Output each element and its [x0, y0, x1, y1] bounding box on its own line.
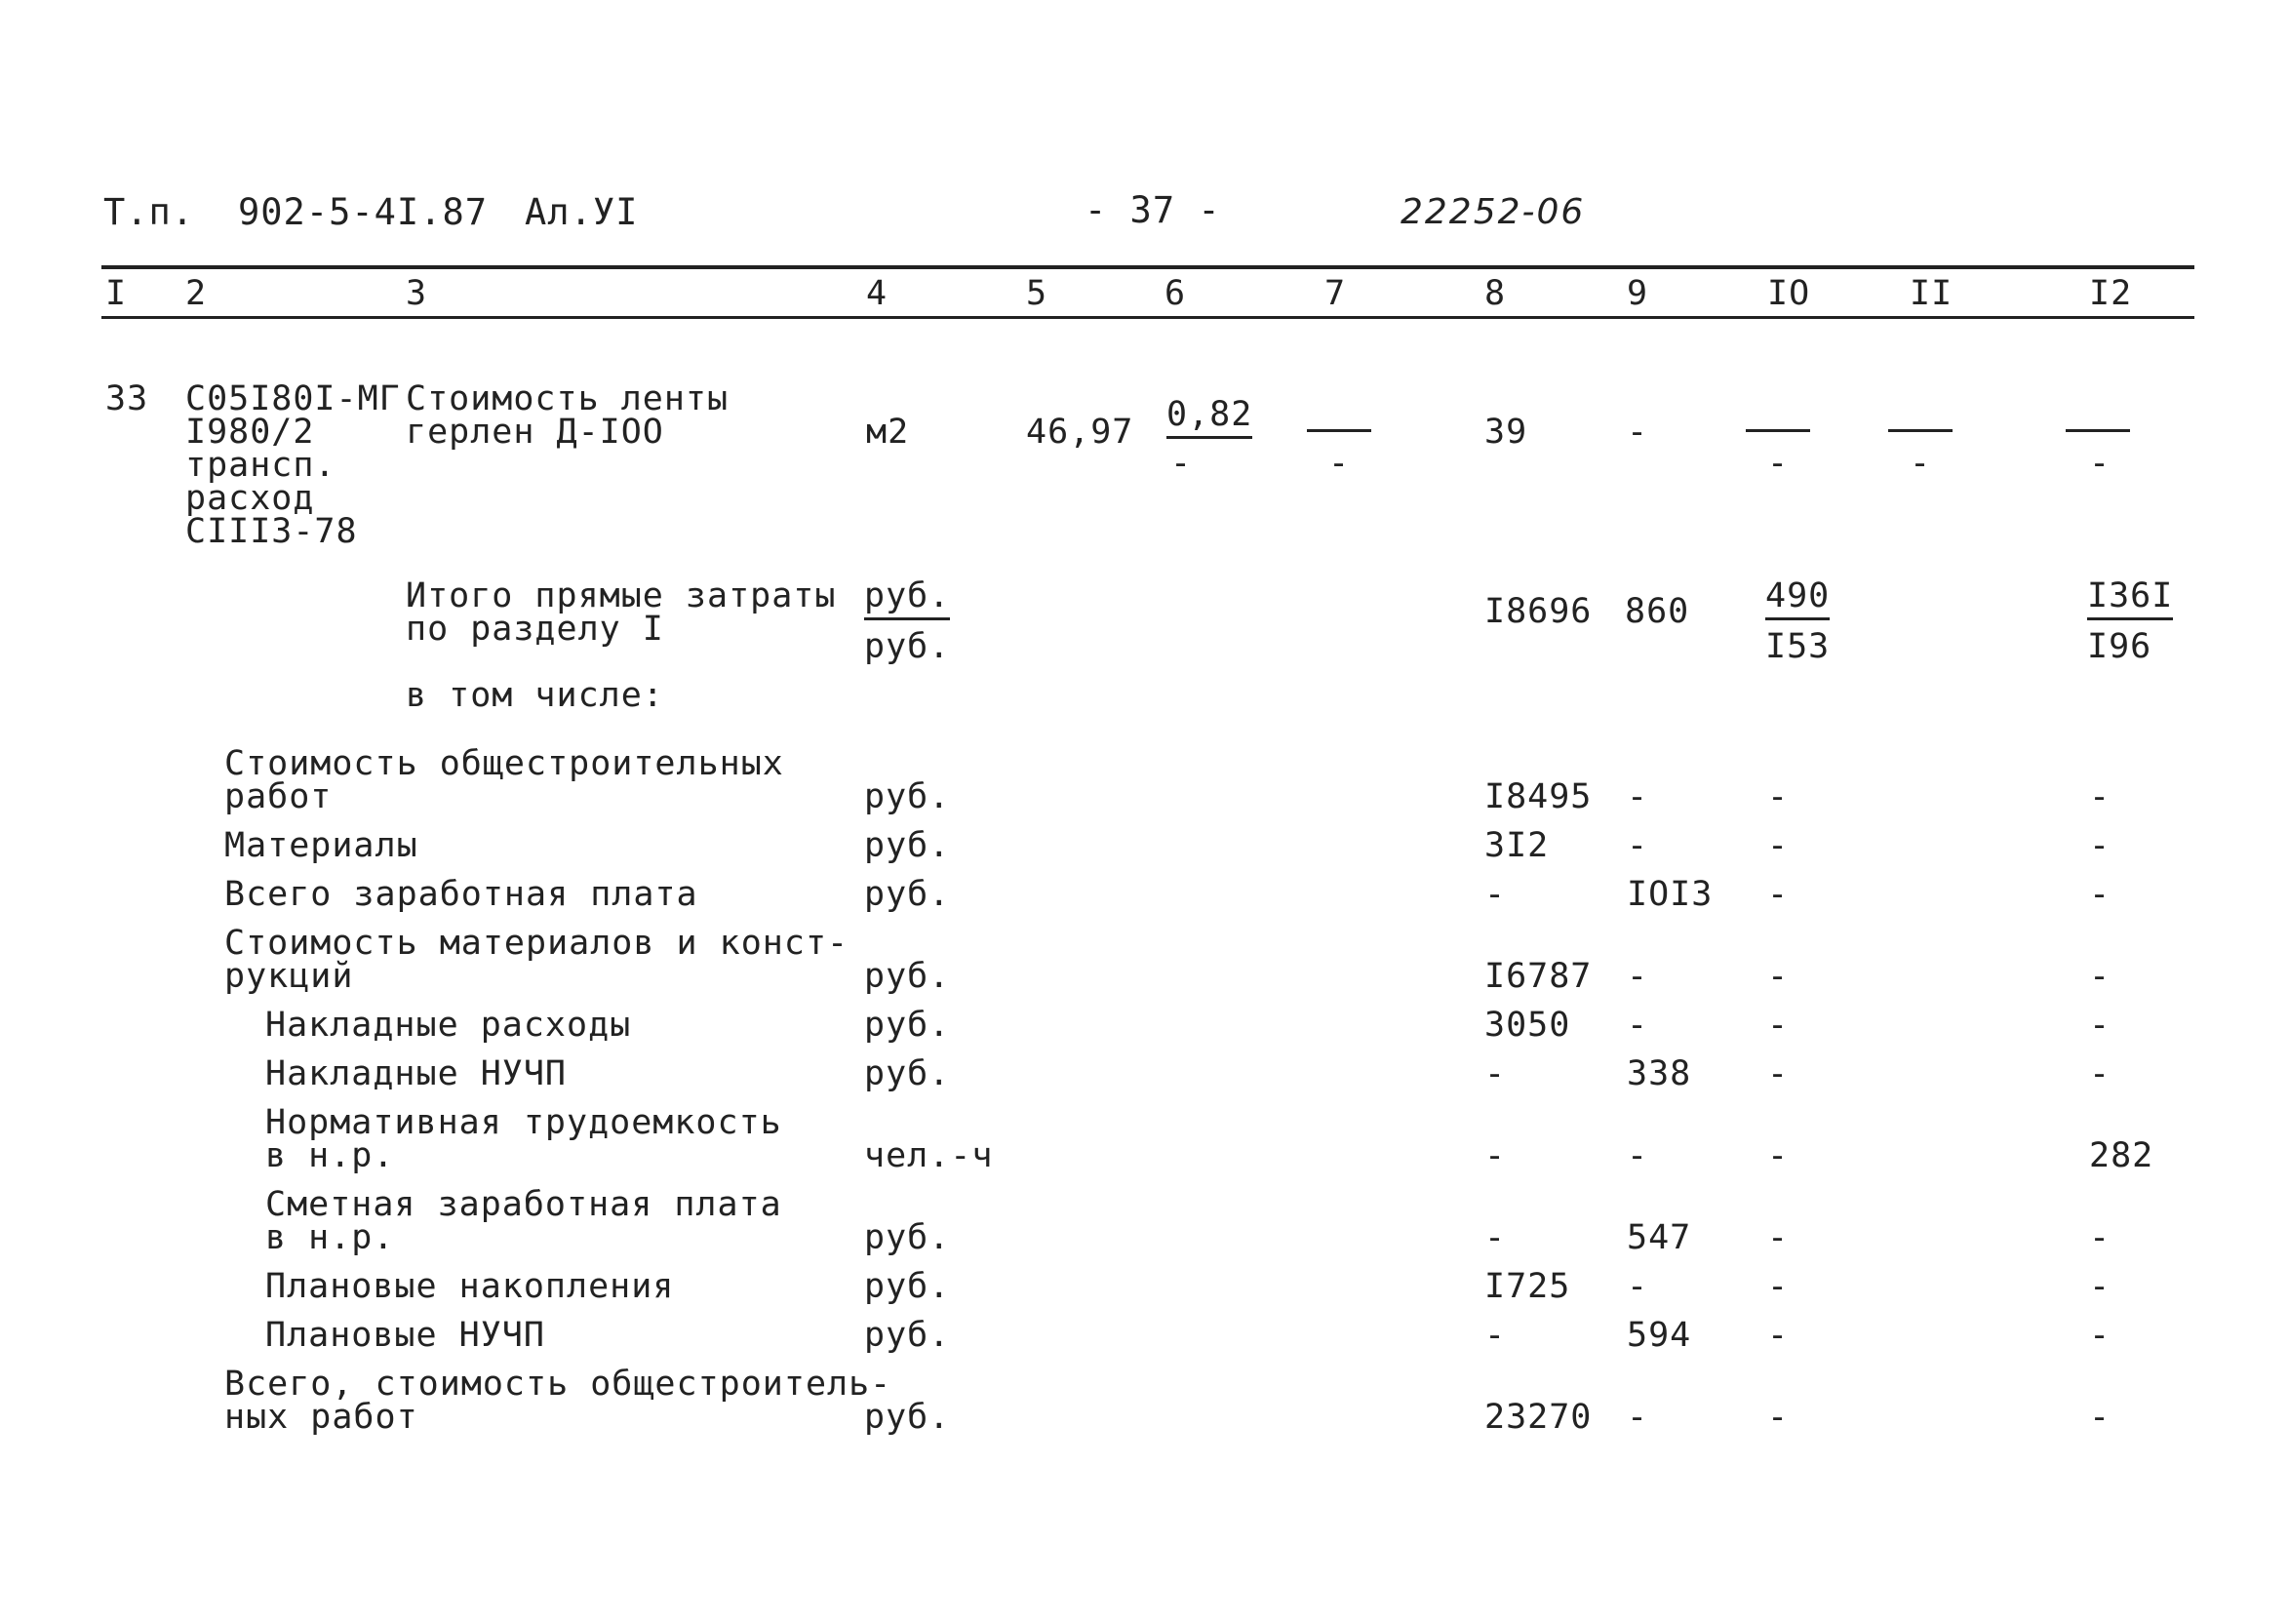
- total-col8: I8696: [1484, 592, 1593, 631]
- item-col8-value: 39: [1484, 413, 1528, 452]
- item-name: Стоимость ленты герлен Д-IOO: [406, 379, 730, 452]
- column-number: 6: [1164, 274, 1187, 313]
- row-col10: -: [1767, 826, 1790, 865]
- total-unit-top: руб.: [864, 579, 950, 614]
- column-number: I: [105, 274, 128, 313]
- row-unit: руб.: [864, 1054, 951, 1093]
- row-label: Всего, стоимость общестроитель- ных работ: [224, 1365, 892, 1437]
- project-number: 902-5-4I.87: [238, 191, 489, 233]
- total-label: Итого прямые затраты по разделу I: [406, 576, 837, 649]
- row-col9: 594: [1627, 1316, 1692, 1355]
- row-col12: -: [2089, 826, 2111, 865]
- row-col9: -: [1627, 826, 1649, 865]
- item-col11-fraction-line: [1888, 429, 1953, 432]
- row-col9: -: [1627, 1267, 1649, 1306]
- row-label: Накладные НУЧП: [265, 1054, 568, 1093]
- row-label: Материалы: [224, 826, 418, 865]
- column-number: I2: [2089, 274, 2133, 313]
- row-col10: -: [1767, 957, 1790, 996]
- row-col10: -: [1767, 1267, 1790, 1306]
- row-col8: 3I2: [1484, 826, 1550, 865]
- row-unit: руб.: [864, 777, 951, 816]
- row-col10: -: [1767, 1006, 1790, 1045]
- row-col12: -: [2089, 1267, 2111, 1306]
- row-col12: -: [2089, 1054, 2111, 1093]
- row-label: Плановые НУЧП: [265, 1316, 545, 1355]
- item-col6-fraction-bottom: -: [1170, 444, 1193, 483]
- page-number: - 37 -: [1085, 189, 1221, 231]
- total-col12-top: I36I: [2087, 579, 2173, 614]
- row-col12: 282: [2089, 1136, 2154, 1175]
- row-col12: -: [2089, 957, 2111, 996]
- row-col8: I6787: [1484, 957, 1593, 996]
- row-unit: руб.: [864, 875, 951, 914]
- row-label: Стоимость общестроительных работ: [224, 744, 784, 816]
- item-col9-value: -: [1627, 413, 1649, 452]
- row-col8: I8495: [1484, 777, 1593, 816]
- row-col10: -: [1767, 1218, 1790, 1257]
- row-label: Всего заработная плата: [224, 875, 698, 914]
- row-col10: -: [1767, 875, 1790, 914]
- item-col12-fraction-line: [2066, 429, 2130, 432]
- row-col9: IOI3: [1627, 875, 1714, 914]
- row-label: Стоимость материалов и конст- рукций: [224, 924, 849, 996]
- row-col8: I725: [1484, 1267, 1571, 1306]
- total-col10-top: 490: [1765, 579, 1830, 614]
- column-number: 7: [1324, 274, 1347, 313]
- column-number: 8: [1484, 274, 1507, 313]
- column-number: 3: [406, 274, 428, 313]
- total-unit-bottom: руб.: [864, 627, 951, 666]
- item-col11-fraction-bottom: -: [1910, 444, 1932, 483]
- row-col9: -: [1627, 1006, 1649, 1045]
- row-col10: -: [1767, 777, 1790, 816]
- column-number: 4: [866, 274, 888, 313]
- column-number: 5: [1026, 274, 1048, 313]
- total-col10-bottom: I53: [1765, 627, 1831, 666]
- row-label: Плановые накопления: [265, 1267, 675, 1306]
- row-col8: 23270: [1484, 1398, 1593, 1437]
- row-unit: руб.: [864, 1218, 951, 1257]
- row-col9: -: [1627, 957, 1649, 996]
- item-col7-fraction-line: [1307, 429, 1371, 432]
- row-col10: -: [1767, 1136, 1790, 1175]
- row-label: Нормативная трудоемкость в н.р.: [265, 1103, 782, 1175]
- row-col9: -: [1627, 777, 1649, 816]
- row-unit: чел.-ч: [864, 1136, 994, 1175]
- row-col12: -: [2089, 1398, 2111, 1437]
- item-number: 33: [105, 379, 149, 418]
- item-col6-value: 0,82: [1166, 398, 1252, 432]
- row-unit: руб.: [864, 1267, 951, 1306]
- album-number: Ал.УI: [525, 191, 639, 233]
- row-col8: -: [1484, 1054, 1507, 1093]
- row-unit: руб.: [864, 1398, 951, 1437]
- item-col12-fraction-bottom: -: [2089, 444, 2111, 483]
- row-unit: руб.: [864, 957, 951, 996]
- item-col10-fraction-line: [1746, 429, 1810, 432]
- row-col12: -: [2089, 875, 2111, 914]
- row-label: Накладные расходы: [265, 1006, 632, 1045]
- row-col12: -: [2089, 1218, 2111, 1257]
- column-number: 2: [185, 274, 208, 313]
- row-col9: 338: [1627, 1054, 1692, 1093]
- row-col8: -: [1484, 1218, 1507, 1257]
- column-number: II: [1910, 274, 1954, 313]
- doc-type: Т.п.: [103, 191, 195, 233]
- total-col12-bottom: I96: [2087, 627, 2152, 666]
- table-header-rule: [101, 316, 2194, 319]
- row-col10: -: [1767, 1316, 1790, 1355]
- document-code: 22252-06: [1401, 192, 1586, 232]
- row-col8: -: [1484, 1316, 1507, 1355]
- column-number: 9: [1627, 274, 1649, 313]
- item-unit: м2: [866, 413, 910, 452]
- total-col9: 860: [1625, 592, 1690, 631]
- row-col9: -: [1627, 1398, 1649, 1437]
- column-number: IO: [1767, 274, 1811, 313]
- item-col7-fraction-bottom: -: [1328, 444, 1351, 483]
- row-col12: -: [2089, 1006, 2111, 1045]
- item-price-code: C05I80I-МГ I980/2 трансп. расход CIII3-78: [185, 379, 401, 551]
- row-col9: -: [1627, 1136, 1649, 1175]
- row-unit: руб.: [864, 826, 951, 865]
- item-col10-fraction-bottom: -: [1767, 444, 1790, 483]
- item-quantity: 46,97: [1026, 413, 1134, 452]
- including-label: в том числе:: [406, 676, 664, 715]
- row-unit: руб.: [864, 1316, 951, 1355]
- row-col8: -: [1484, 1136, 1507, 1175]
- row-col10: -: [1767, 1054, 1790, 1093]
- row-col9: 547: [1627, 1218, 1692, 1257]
- row-col10: -: [1767, 1398, 1790, 1437]
- row-label: Сметная заработная плата в н.р.: [265, 1185, 782, 1257]
- row-col12: -: [2089, 1316, 2111, 1355]
- row-col12: -: [2089, 777, 2111, 816]
- row-col8: -: [1484, 875, 1507, 914]
- row-unit: руб.: [864, 1006, 951, 1045]
- table-top-rule: [101, 265, 2194, 269]
- row-col8: 3050: [1484, 1006, 1571, 1045]
